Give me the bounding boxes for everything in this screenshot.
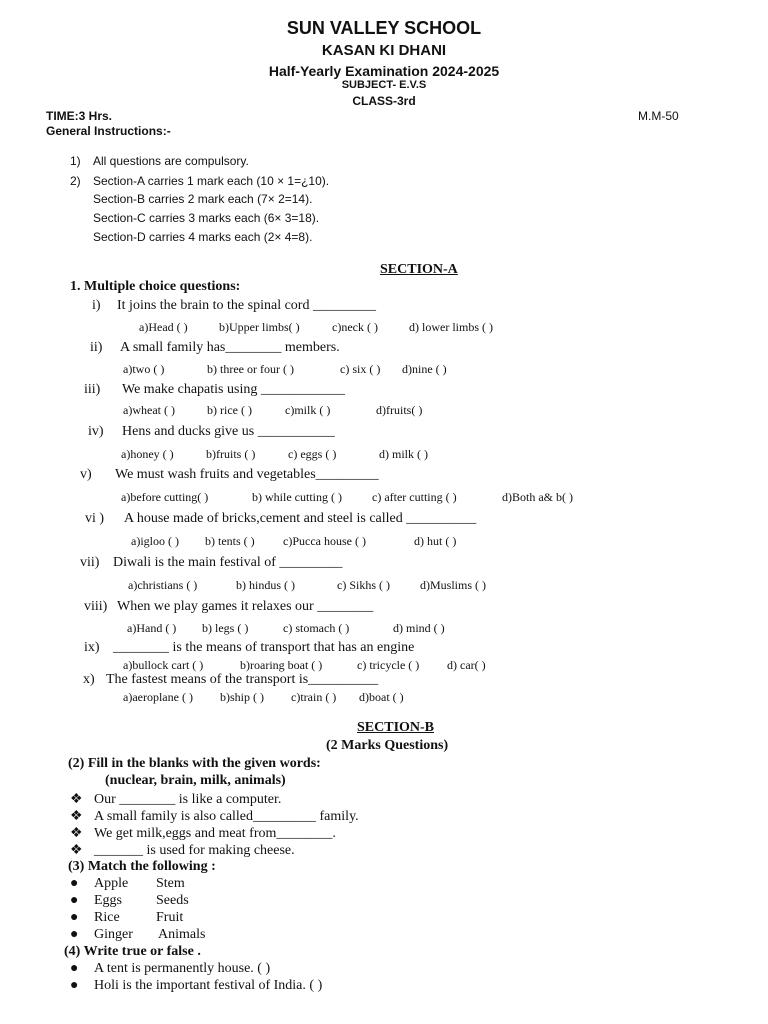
question-text: Diwali is the main festival of _________: [113, 555, 343, 570]
option: c) six ( ): [340, 362, 381, 376]
question-number: i): [92, 298, 101, 313]
option: c)neck ( ): [332, 320, 378, 334]
fill-blank-item: [70, 791, 281, 808]
match-left: Rice: [94, 910, 120, 925]
question-number: v): [80, 467, 92, 482]
option: a)bullock cart ( ): [123, 658, 204, 672]
option: d)Muslims ( ): [420, 578, 486, 592]
instruction-text: Section-C carries 3 marks each (6× 3=18).: [93, 211, 320, 225]
question-number: x): [83, 672, 95, 687]
match-left: Apple: [94, 876, 129, 891]
option: b) while cutting ( ): [252, 490, 342, 504]
dot-bullet-icon: ●: [70, 927, 79, 942]
option: b)ship ( ): [220, 690, 264, 704]
option: d)nine ( ): [402, 362, 447, 376]
section-b-subtitle: (2 Marks Questions): [326, 738, 449, 753]
question-number: viii): [84, 599, 108, 614]
question-text: A house made of bricks,cement and steel is called __________: [124, 511, 477, 526]
option: b) rice ( ): [207, 403, 252, 417]
exam-title: Half-Yearly Examination 2024-2025: [268, 63, 500, 79]
instructions-title: General Instructions:-: [46, 124, 171, 138]
option: a)Head ( ): [139, 320, 188, 334]
question-text: A small family has________ members.: [120, 340, 340, 355]
question-text: It joins the brain to the spinal cord _________: [117, 298, 376, 313]
instruction-text: All questions are compulsory.: [93, 154, 249, 168]
diamond-bullet-icon: ❖: [70, 792, 83, 807]
question-text: The fastest means of the transport is__________: [106, 672, 379, 687]
option: c)train ( ): [291, 690, 337, 704]
option: b) tents ( ): [205, 534, 255, 548]
question-number: ii): [90, 340, 103, 355]
option: d) milk ( ): [379, 447, 428, 461]
option: c)Pucca house ( ): [283, 534, 366, 548]
diamond-bullet-icon: ❖: [70, 809, 83, 824]
question-2-words: (nuclear, brain, milk, animals): [105, 773, 286, 788]
instruction-text: Section-D carries 4 marks each (2× 4=8).: [93, 230, 313, 244]
option: b)fruits ( ): [206, 447, 256, 461]
true-false-item: [70, 961, 270, 977]
option: b)roaring boat ( ): [240, 658, 323, 672]
option: b) hindus ( ): [236, 578, 295, 592]
match-row: [70, 910, 183, 926]
class-line: CLASS-3rd: [352, 94, 416, 108]
match-right: Seeds: [156, 893, 189, 908]
option: b)Upper limbs( ): [219, 320, 300, 334]
fill-blank-item: [70, 842, 295, 859]
option: d) lower limbs ( ): [409, 320, 493, 334]
option: b) legs ( ): [202, 621, 249, 635]
question-2-title: (2) Fill in the blanks with the given words:: [68, 756, 321, 771]
true-false-text: Holi is the important festival of India. ( ): [94, 978, 323, 993]
fill-blank-text: We get milk,eggs and meat from________.: [94, 826, 336, 841]
match-left: Ginger: [94, 927, 133, 942]
dot-bullet-icon: ●: [70, 876, 79, 891]
section-b-title: SECTION-B: [357, 720, 435, 735]
section-a-title: SECTION-A: [380, 262, 458, 277]
time-label: TIME:3 Hrs.: [46, 109, 113, 123]
diamond-bullet-icon: ❖: [70, 843, 83, 858]
instruction-text: Section-A carries 1 mark each (10 × 1=¿10).: [93, 174, 330, 188]
option: a)Hand ( ): [127, 621, 177, 635]
fill-blank-text: A small family is also called_________ family.: [94, 809, 359, 824]
instruction-text: Section-B carries 2 mark each (7× 2=14).: [93, 192, 313, 206]
school-name: SUN VALLEY SCHOOL: [286, 18, 482, 38]
option: d) mind ( ): [393, 621, 445, 635]
diamond-bullet-icon: ❖: [70, 826, 83, 841]
option: d)boat ( ): [359, 690, 404, 704]
option: d)Both a& b( ): [502, 490, 573, 504]
dot-bullet-icon: ●: [70, 961, 79, 976]
fill-blank-item: [70, 825, 336, 842]
option: a)wheat ( ): [123, 403, 175, 417]
dot-bullet-icon: ●: [70, 910, 79, 925]
subject-line: SUBJECT- E.V.S: [341, 79, 427, 91]
match-right: Stem: [156, 876, 185, 891]
question-number: iii): [84, 382, 101, 397]
option: c) eggs ( ): [288, 447, 337, 461]
question-number: ix): [84, 640, 100, 655]
dot-bullet-icon: ●: [70, 978, 79, 993]
option: a)two ( ): [123, 362, 165, 376]
question-number: iv): [88, 424, 104, 439]
question-text: We must wash fruits and vegetables_________: [115, 467, 379, 482]
match-right: Animals: [158, 927, 206, 942]
option: c) after cutting ( ): [372, 490, 457, 504]
question-4-title: (4) Write true or false .: [64, 944, 201, 959]
true-false-text: A tent is permanently house. ( ): [94, 961, 271, 976]
fill-blank-text: _______ is used for making cheese.: [94, 843, 295, 858]
school-place: KASAN KI DHANI: [321, 42, 447, 59]
option: c)milk ( ): [285, 403, 331, 417]
option: a)honey ( ): [121, 447, 174, 461]
option: c) tricycle ( ): [357, 658, 420, 672]
option: a)before cutting( ): [121, 490, 209, 504]
option: d)fruits( ): [376, 403, 423, 417]
match-row: [70, 927, 205, 943]
question-number: vi ): [85, 511, 105, 526]
fill-blank-item: [70, 808, 359, 825]
option: a)igloo ( ): [131, 534, 179, 548]
question-number: vii): [80, 555, 100, 570]
option: a)aeroplane ( ): [123, 690, 193, 704]
match-row: [70, 893, 189, 909]
option: b) three or four ( ): [207, 362, 294, 376]
match-right: Fruit: [156, 910, 184, 925]
true-false-item: [70, 978, 322, 994]
instruction-num: 1): [70, 154, 81, 168]
option: d) hut ( ): [414, 534, 457, 548]
instruction-num: 2): [70, 174, 81, 188]
option: c) Sikhs ( ): [337, 578, 390, 592]
option: a)christians ( ): [128, 578, 198, 592]
max-marks: M.M-50: [638, 109, 679, 123]
question-text: Hens and ducks give us ___________: [122, 424, 335, 439]
fill-blank-text: Our ________ is like a computer.: [94, 792, 282, 807]
question-3-title: (3) Match the following :: [68, 859, 216, 874]
match-row: [70, 876, 185, 892]
question-text: When we play games it relaxes our ________: [117, 599, 374, 614]
match-left: Eggs: [94, 893, 122, 908]
dot-bullet-icon: ●: [70, 893, 79, 908]
option: d) car( ): [447, 658, 486, 672]
question-text: We make chapatis using ____________: [122, 382, 345, 397]
option: c) stomach ( ): [283, 621, 350, 635]
question-text: ________ is the means of transport that has an engine: [113, 640, 415, 655]
question-1-title: 1. Multiple choice questions:: [70, 279, 241, 294]
